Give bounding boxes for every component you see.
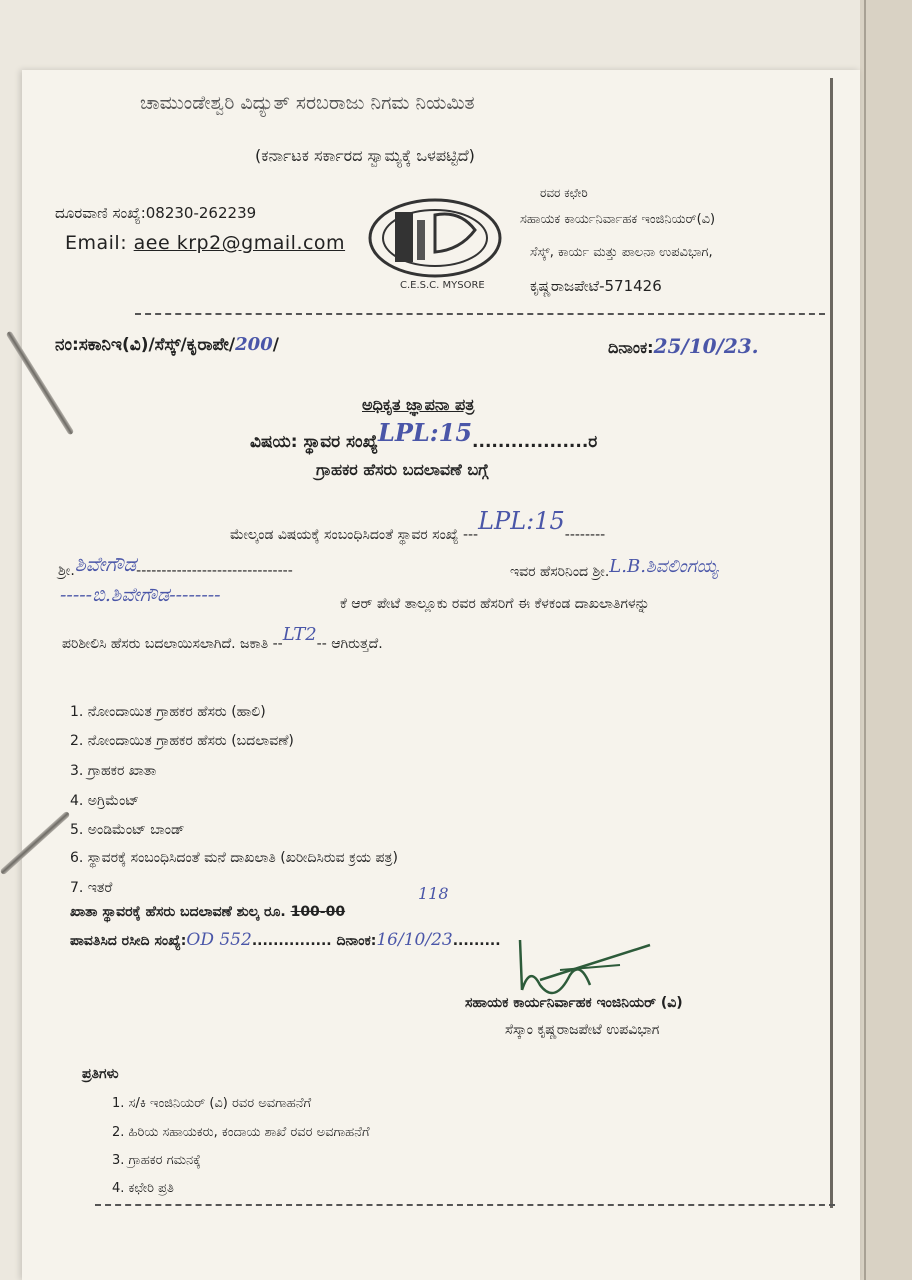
receipt-date-hand: 16/10/23 [376,930,453,950]
receipt-number-hand: OD 552 [186,930,252,950]
body-line-2: ಶ್ರೀ.ಶಿವೇಗೌಡ------------------------------- [58,552,293,579]
reference-number-hand: 200 [235,334,273,355]
document-item-6: 6. ಸ್ಥಾವರಕ್ಕೆ ಸಂಬಂಧಿಸಿದಂತೆ ಮನೆ ದಾಖಲಾತಿ (ಖರೀದಿಸಿರುವ ಕ್ರಯ ಪತ್ರ) [70,850,398,866]
body-line-4-suffix: ಆಗಿರುತ್ತದೆ. [331,636,383,652]
body-line-2-mid: ಇವರ ಹೆಸರಿನಿಂದ ಶ್ರೀ [510,564,605,580]
document-item-3: 3. ಗ್ರಾಹಕರ ಖಾತಾ [70,763,157,779]
fee-line [70,904,345,920]
copy-item-2: 2. ಹಿರಿಯ ಸಹಾಯಕರು, ಕಂದಾಯ ಶಾಖೆ ರವರ ಅವಗಾಹನೆಗೆ [112,1125,370,1140]
signatory-title: ಸಹಾಯಕ ಕಾರ್ಯನಿರ್ವಾಹಕ ಇಂಜಿನಿಯರ್ (ವಿ) [465,995,683,1011]
reference-number: ನಂ:ಸಕಾನಿಇ(ವಿ)/ಸೆಸ್ಕ್/ಕೃರಾಪೇ/200/ [55,334,279,355]
page-edge [864,0,866,1280]
body-line-1-text: ಮೇಲ್ಕಂಡ ವಿಷಯಕ್ಕೆ ಸಂಬಂಧಿಸಿದಂತೆ ಸ್ಥಾವರ ಸಂಖ್ಯೆ [230,527,459,543]
date-hand: 25/10/23. [653,334,759,358]
logo-text: C.E.S.C. MYSORE [400,280,485,290]
document-item-1: 1. ನೋಂದಾಯಿತ ಗ್ರಾಹಕರ ಹೆಸರು (ಹಾಲಿ) [70,704,266,720]
memo-title: ಅಧಿಕೃತ ಜ್ಞಾಪನಾ ಪತ್ರ [362,395,475,414]
email-label: Email: [65,232,134,254]
subject-line: ವಿಷಯ: ಸ್ಥಾವರ ಸಂಖ್ಯೆLPL:15..................ರ [250,418,598,452]
date-label: ದಿನಾಂಕ: [608,338,654,357]
document-item-5: 5. ಅಂಡಿಮೆಂಟ್ ಬಾಂಡ್ [70,822,185,838]
email-address: aee krp2@gmail.com [133,232,346,254]
body-line-2b: ಇವರ ಹೆಸರಿನಿಂದ ಶ್ರೀ.L.B.ಶಿವಲಿಂಗಯ್ಯ [510,556,719,580]
receipt-date-label: ದಿನಾಂಕ: [336,933,377,949]
receipt-label: ಪಾವತಿಸಿದ ರಸೀದಿ ಸಂಖ್ಯೆ: [70,933,187,949]
receipt-line: ಪಾವತಿಸಿದ ರಸೀದಿ ಸಂಖ್ಯೆ:OD 552............... ದಿನಾಂಕ:16/10/23......... [70,930,501,950]
document-item-4: 4. ಅಗ್ರಿಮೆಂಟ್ [70,793,140,809]
sheet-edge [830,78,833,1208]
office-line-4: ಕೃಷ್ಣರಾಜಪೇಟೆ-571426 [530,277,662,295]
header-divider [135,313,825,315]
subject-label: ವಿಷಯ: ಸ್ಥಾವರ ಸಂಖ್ಯೆ [250,432,378,452]
office-line-3: ಸೆಸ್ಕ್, ಕಾರ್ಯ ಮತ್ತು ಪಾಲನಾ ಉಪವಿಭಾಗ, [530,245,713,260]
new-owner-line-hand: -----ಬಿ.ಶಿವೇಗೌಡ-------- [60,584,221,606]
phone-number: ದೂರವಾಣಿ ಸಂಖ್ಯೆ:08230-262239 [55,204,257,222]
subject-line-2: ಗ್ರಾಹಕರ ಹೆಸರು ಬದಲಾವಣೆ ಬಗ್ಗೆ [316,460,489,479]
subject-installation-hand: LPL:15 [377,418,473,447]
email-line [65,232,345,254]
office-line-2: ಸಹಾಯಕ ಕಾರ್ಯನಿರ್ವಾಹಕ ಇಂಜಿನಿಯರ್(ವಿ) [520,212,716,227]
body-line-3: ಕೆ ಆರ್ ಪೇಟೆ ತಾಲ್ಲೂಕು ರವರ ಹೆಸರಿಗೆ ಈ ಕೆಳಕಂಡ ದಾಖಲಾತಿಗಳನ್ನು [340,596,650,612]
organization-name: ಚಾಮುಂಡೇಶ್ವರಿ ವಿದ್ಯುತ್ ಸರಬರಾಜು ನಿಗಮ ನಿಯಮಿತ [140,92,475,114]
previous-owner-hand: ಶಿವೇಗೌಡ [74,552,137,576]
subject-suffix: ರ [588,432,598,452]
reference-number-label: ನಂ:ಸಕಾನಿಇ(ವಿ)/ಸೆಸ್ಕ್/ಕೃರಾಪೇ/ [55,335,236,355]
signatory-office: ಸೆಸ್ಕಾಂ ಕೃಷ್ಣರಾಜಪೇಟೆ ಉಪವಿಭಾಗ [505,1022,660,1038]
copies-heading: ಪ್ರತಿಗಳು [82,1066,119,1082]
new-owner-hand: L.B.ಶಿವಲಿಂಗಯ್ಯ [609,556,719,577]
office-line-1: ರವರ ಕಛೇರಿ [540,186,588,200]
fee-printed: 100-00 [290,904,346,920]
memo-date [608,334,759,358]
copy-item-1: 1. ಸ/ಕಿ ಇಂಜಿನಿಯರ್ (ವಿ) ರವರ ಅವಗಾಹನೆಗೆ [112,1096,312,1111]
document-item-7: 7. ಇತರೆ [70,880,113,896]
new-owner-continuation-hand: ಬಿ.ಶಿವೇಗೌಡ [92,584,170,606]
government-undertaking: (ಕರ್ನಾಟಕ ಸರ್ಕಾರದ ಸ್ವಾಮ್ಯಕ್ಕೆ ಒಳಪಟ್ಟಿದೆ) [255,146,475,165]
fee-hand: 118 [418,884,449,903]
body-installation-hand: LPL:15 [478,507,565,535]
document-item-2: 2. ನೋಂದಾಯಿತ ಗ್ರಾಹಕರ ಹೆಸರು (ಬದಲಾವಣೆ) [70,733,294,749]
body-line-4: ಪರಿಶೀಲಿಸಿ ಹೆಸರು ಬದಲಾಯಿಸಲಾಗಿದೆ. ಜಕಾತಿ --LT2-- ಆಗಿರುತ್ತದೆ. [62,624,383,652]
footer-divider [95,1204,835,1206]
body-line-1: ಮೇಲ್ಕಂಡ ವಿಷಯಕ್ಕೆ ಸಂಬಂಧಿಸಿದಂತೆ ಸ್ಥಾವರ ಸಂಖ್ಯೆ ---LPL:15-------- [230,507,606,543]
fee-label: ಖಾತಾ ಸ್ಥಾವರಕ್ಕೆ ಹೆಸರು ಬದಲಾವಣೆ ಶುಲ್ಕ ರೂ. [70,904,286,920]
cesc-logo [365,190,505,290]
body-line-2-prefix: ಶ್ರೀ [58,563,71,579]
body-line-4-text: ಪರಿಶೀಲಿಸಿ ಹೆಸರು ಬದಲಾಯಿಸಲಾಗಿದೆ. ಜಕಾತಿ [62,636,269,652]
tariff-hand: LT2 [282,624,317,645]
copy-item-4: 4. ಕಛೇರಿ ಪ್ರತಿ [112,1181,174,1196]
copy-item-3: 3. ಗ್ರಾಹಕರ ಗಮನಕ್ಕೆ [112,1153,201,1168]
